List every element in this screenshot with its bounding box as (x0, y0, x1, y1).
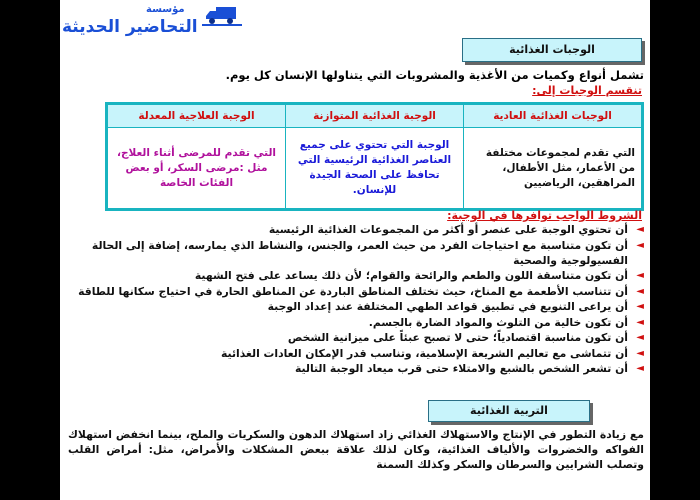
meal-types-subhead: تنقسم الوجبات إلى: (532, 84, 642, 97)
list-item: ◄ أن تتماشى مع تعاليم الشريعة الإسلامية، وتناسب قدر الإمكان العادات الغذائية (220, 346, 644, 360)
arrow-bullet-icon: ◄ (636, 270, 644, 281)
table-cell-balanced: الوجبة التي تحتوي على جميع العناصر الغذائية الرئيسية التي تحافظ على الصحة الجيدة للإنسان. (286, 128, 464, 209)
conditions-list (76, 222, 644, 377)
nutrition-education-paragraph: مع زيادة التطور في الإنتاج والاستهلاك الغذائي زاد استهلاك الدهون والسكريات والملح، بينما انخفض استهلاك الفواكه والخضروات والألياف الغذائية، وكان لذلك علاقة ببعض المشكلات والأمراض، مثل: أمراض القلب وتصلب الشرايين والسرطان والسكر وكذلك السمنة (68, 428, 644, 471)
table-cell-therapeutic: التي تقدم للمرضى أثناء العلاج، مثل :مرضى السكر، أو بعض الفئات الخاصة (108, 128, 286, 209)
arrow-bullet-icon: ◄ (636, 239, 644, 251)
arrow-bullet-icon: ◄ (636, 347, 644, 359)
document-page (60, 0, 650, 500)
list-item: ◄ أن تتناسب الأطعمة مع المناخ، حيث تختلف المناطق الباردة عن المناطق الحارة في احتياج سكانها للطاقة (78, 284, 644, 298)
section-title-meals: الوجبات الغذائية (462, 38, 642, 62)
intro-text: تشمل أنواع وكميات من الأغذية والمشروبات التي يتناولها الإنسان كل يوم. (225, 68, 644, 82)
list-item: ◄ أن تحتوي الوجبة على عنصر أو أكثر من المجموعات الغذائية الرئيسية (268, 223, 644, 236)
list-item: ◄ أن تكون خالية من التلوث والمواد الضارة بالجسم. (368, 315, 644, 329)
arrow-bullet-icon: ◄ (636, 332, 644, 343)
conditions-heading: الشروط الواجب توافرها في الوجبة: (447, 209, 642, 222)
arrow-bullet-icon: ◄ (636, 285, 644, 297)
arrow-bullet-icon: ◄ (636, 363, 644, 374)
list-item: ◄ أن تكون متناسقة اللون والطعم والرائحة والقوام؛ لأن ذلك يساعد على فتح الشهية (194, 269, 644, 282)
meals-table (105, 102, 644, 211)
arrow-bullet-icon: ◄ (636, 224, 644, 235)
list-item: ◄ أن تشعر الشخص بالشبع والامتلاء حتى قرب ميعاد الوجبة التالية (294, 362, 644, 375)
list-item: ◄ أن تكون متناسبة مع احتياجات الفرد من حيث العمر، والجنس، والنشاط الذي يمارسه، إضافة إلى الحالة الفسيولوجية والصحية (91, 238, 644, 267)
arrow-bullet-icon: ◄ (636, 316, 644, 328)
section-title-nutrition-education: التربية الغذائية (428, 400, 590, 422)
delivery-truck-icon (202, 2, 242, 30)
list-item: ◄ أن يراعى التنويع في تطبيق قواعد الطهي المختلفة عند إعداد الوجبة (267, 300, 644, 313)
brand-logo (60, 0, 245, 42)
table-cell-regular: التي تقدم لمجموعات مختلفة من الأعمار، مثل الأطفال، المراهقين، الرياضيين (464, 128, 642, 209)
table-header-therapeutic: الوجبة العلاجية المعدلة (108, 105, 286, 128)
brand-small-text: مؤسسة (146, 4, 185, 15)
table-header-balanced: الوجبة الغذائية المتوازنة (286, 105, 464, 128)
list-item: ◄ أن تكون مناسبة اقتصادياً؛ حتى لا تصبح عبئاً على ميزانية الشخص (287, 331, 644, 344)
table-header-regular: الوجبات الغذائية العادية (464, 105, 642, 128)
brand-name: التحاضير الحديثة (62, 17, 198, 37)
arrow-bullet-icon: ◄ (636, 301, 644, 312)
